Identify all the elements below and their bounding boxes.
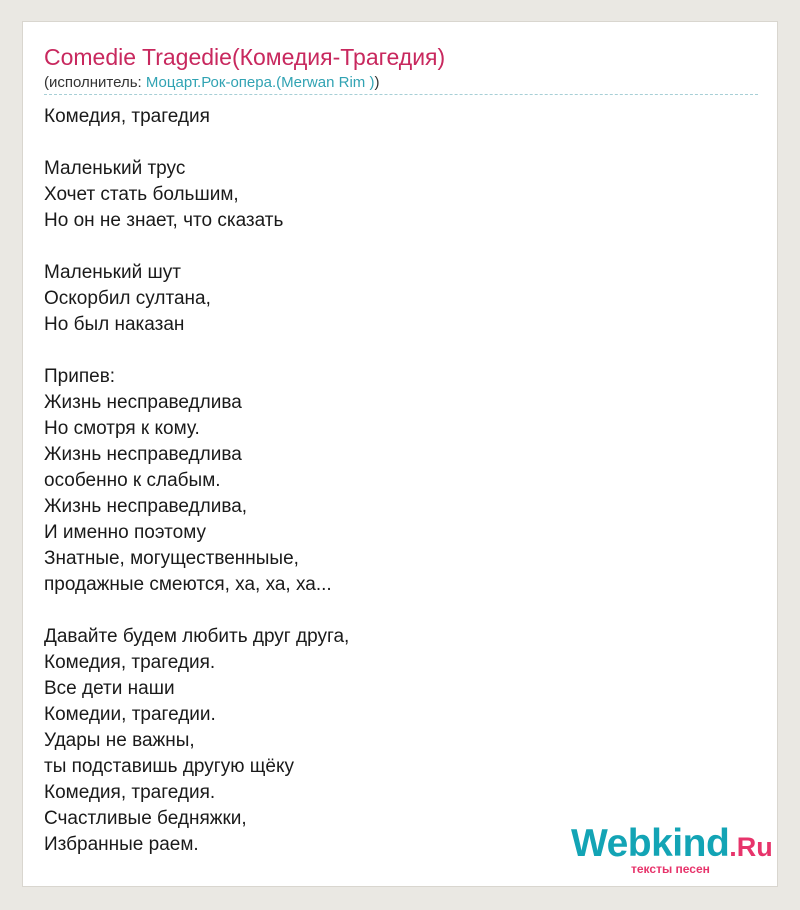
lyrics-card	[22, 21, 778, 887]
performer-close: )	[374, 74, 380, 91]
performer-line	[44, 73, 379, 93]
performer-label: (исполнитель:	[44, 74, 146, 91]
logo-tld: .Ru	[729, 832, 773, 862]
logo-brand: Webkind	[571, 822, 730, 865]
site-logo	[571, 822, 771, 882]
title-divider	[44, 94, 758, 95]
song-title: Comedie Tragedie(Комедия-Трагедия)	[44, 44, 446, 70]
lyrics-text: Комедия, трагедия Маленький трус Хочет стать большим, Но он не знает, что сказать Маленький шут Оскорбил султана, Но был наказан Припев: Жизнь несправедлива Но смотря к кому. Жизнь несправедлива особенно к слабым. Жизнь несправедлива, И именно поэтому Знатные, могущественныые, продажные смеются, ха, ха, ха... Давайте будем любить друг друга, Комедия, трагедия. Все дети наши Комедии, трагедии. Удары не важны, ты подставишь другую щёку Комедия, трагедия. Счастливые бедняжки, Избранные раем.	[44, 106, 350, 855]
performer-link[interactable]: Моцарт.Рок-опера.(Merwan Rim )	[145, 74, 375, 91]
logo-tagline: тексты песен	[631, 862, 710, 876]
